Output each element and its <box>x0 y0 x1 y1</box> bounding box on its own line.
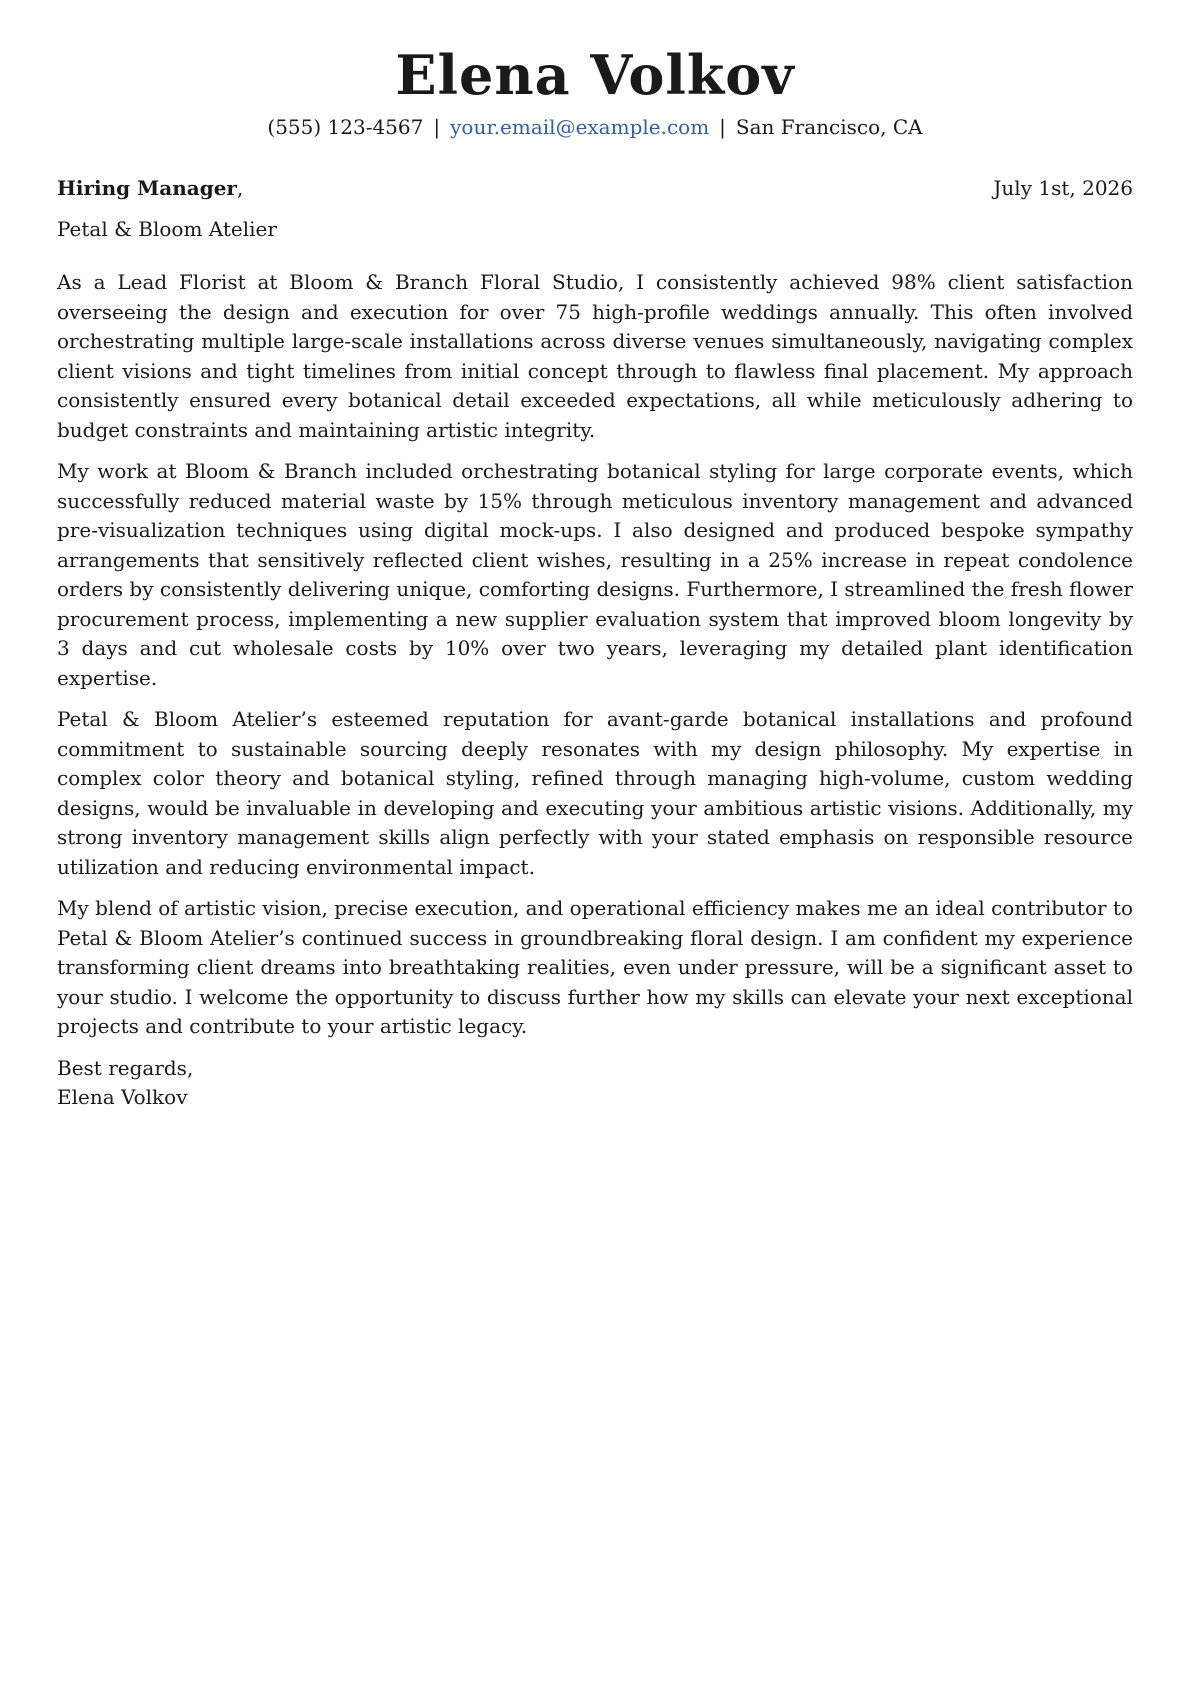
body-paragraph-1: As a Lead Florist at Bloom & Branch Floral Studio, I consistently achieved 98% client satisfaction overseeing the design and execution for over 75 high-profile weddings annually. This often involved orchestrating multiple large-scale installations across diverse venues simultaneously, navigating complex client visions and tight timelines from initial concept through to flawless final placement. My approach consistently ensured every botanical detail exceeded expectations, all while meticulously adhering to budget constraints and maintaining artistic integrity. <box>57 270 1133 442</box>
recipient-company: Petal & Bloom Atelier <box>57 217 277 241</box>
letter-header <box>57 0 1133 142</box>
closing-salutation: Best regards, <box>57 1055 194 1080</box>
contact-line <box>57 112 1133 142</box>
recipient-title: Hiring Manager <box>57 176 237 200</box>
letter-body <box>57 268 1133 1042</box>
recipient-title-suffix: , <box>236 176 244 200</box>
letter-date: July 1st, 2026 <box>993 176 1133 200</box>
recipient-row <box>57 174 1133 203</box>
contact-separator: | <box>433 115 441 139</box>
body-paragraph-2: My work at Bloom & Branch included orchestrating botanical styling for large corporate events, which successfully reduced material waste by 15% through meticulous inventory management and advanced pre-visualization techniques using digital mock-ups. I also designed and produced bespoke sympathy arrangements that sensitively reflected client wishes, resulting in a 25% increase in repeat condolence orders by consistently delivering unique, comforting designs. Furthermore, I streamlined the fresh flower procurement process, implementing a new supplier evaluation system that improved bloom longevity by 3 days and cut wholesale costs by 10% over two years, leveraging my detailed plant identification expertise. <box>57 459 1133 690</box>
location: San Francisco, CA <box>735 115 923 139</box>
applicant-name: Elena Volkov <box>395 43 795 107</box>
recipient-block <box>57 174 1133 244</box>
recipient-greeting <box>57 174 243 203</box>
body-paragraph-4: My blend of artistic vision, precise execution, and operational efficiency makes me an ideal contributor to Petal & Bloom Atelier’s continued success in groundbreaking floral design. I am confident my experience transforming client dreams into breathtaking realities, even under pressure, will be a significant asset to your studio. I welcome the opportunity to discuss further how my skills can elevate your next exceptional projects and contribute to your artistic legacy. <box>57 896 1133 1038</box>
phone-number: (555) 123-4567 <box>267 115 424 139</box>
body-paragraph-3: Petal & Bloom Atelier’s esteemed reputation for avant-garde botanical installations and profound commitment to sustainable sourcing deeply resonates with my design philosophy. My expertise in complex color theory and botanical styling, refined through managing high-volume, custom wedding designs, would be invaluable in developing and executing your ambitious artistic visions. Additionally, my strong inventory management skills align perfectly with your stated emphasis on responsible resource utilization and reducing environmental impact. <box>57 707 1133 879</box>
contact-separator: | <box>719 115 726 139</box>
letter-closing <box>57 1054 1133 1112</box>
email-link[interactable]: your.email@example.com <box>450 115 710 139</box>
closing-signature: Elena Volkov <box>57 1084 188 1109</box>
